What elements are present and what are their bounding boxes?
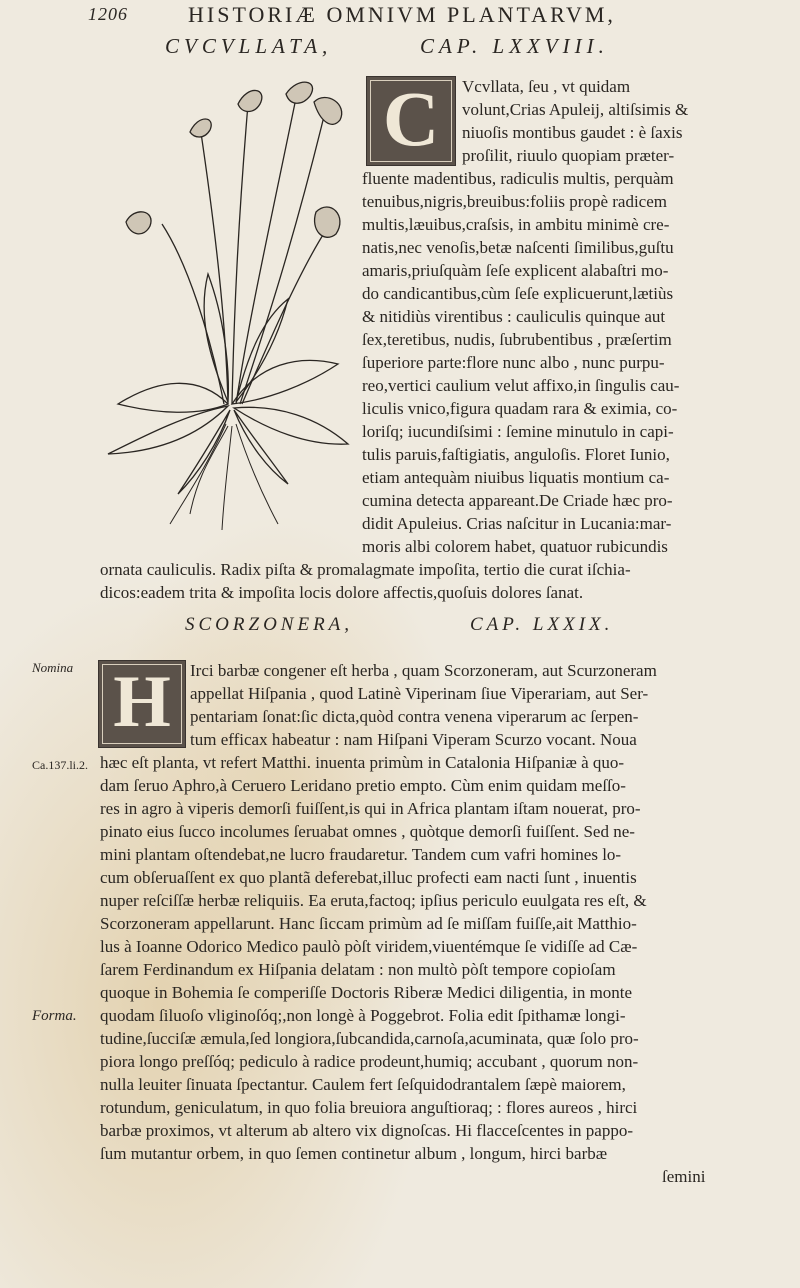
text-line: quoque in Bohemia ſe comperiſſe Doctoris Riberæ Medici diligentia, in monte [100, 983, 633, 1002]
root [222, 426, 232, 530]
text-line: lus à Ioanne Odorico Medico paulò pòſt viridem,viuentémque ſe vidiſſe ad Cæ- [100, 937, 638, 956]
text-line: cum obſeruaſſent ex quo plantã deferebat,illuc profecti eam nacti ſunt , inuentis [100, 868, 637, 887]
text-line: ſarem Ferdinandum ex Hiſpania delatam : non multò pòſt tempore copioſam [100, 960, 616, 979]
page-number: 1206 [88, 4, 128, 24]
text-line: Scorzoneram appellarunt. Hanc ſiccam primùm ad ſe miſſam fuiſſe,ait Matthio- [100, 914, 637, 933]
leaf [118, 383, 228, 412]
root [236, 424, 278, 524]
text-line: tenuibus,nigris,breuibus:foliis propè radicem [362, 192, 667, 211]
text-line: Vcvllata, ſeu , vt quidam [462, 77, 631, 96]
leaf [234, 410, 288, 484]
text-line: volunt,Crias Apuleij, altiſsimis & [462, 100, 689, 119]
text-line: tum efficax habeatur : nam Hiſpani Viperam Scurzo vocant. Noua [190, 730, 637, 749]
margin-note-nomina: Nomina [32, 660, 74, 675]
text-line: mini plantam oſtendebat,ne lucro fraudaretur. Tandem cum vafri homines lo- [100, 845, 622, 864]
text-line: natis,nec venoſis,betæ naſcenti ſimilibus,guſtu [362, 238, 674, 257]
text-line: tudine,ſucciſæ æmula,ſed longiora,ſubcandida,carnoſa,acuminata, quæ ſolo pro- [100, 1029, 639, 1048]
cuculata-plant-illustration [98, 74, 360, 534]
text-line: nulla leuiter ſinuata ſpectantur. Caulem fert ſeſquidodrantalem ſæpè maiorem, [100, 1075, 626, 1094]
root [190, 426, 228, 514]
text-line: pinato eius ſucco incolumes ſeruabat omnes , quòtque demorſi fuiſſent. Sed ne- [100, 822, 635, 841]
decorated-initial-c [366, 76, 456, 166]
chapter-number-cuculata: CAP. LXXVIII. [420, 34, 609, 58]
text-line: dicos:eadem trita & impoſita locis dolore affectis,quoſuis dolores ſanat. [100, 583, 584, 602]
text-line: appellat Hiſpania , quod Latinè Viperinam ſiue Viperariam, aut Ser- [190, 684, 649, 703]
text-line: quodam ſiluoſo vliginoſóq;,non longè à Poggebrot. Folia edit ſpithamæ longi- [100, 1006, 626, 1025]
leaf [178, 410, 230, 494]
text-line: loriſq; iucundiſsimi : ſemine minutulo in capi- [362, 422, 674, 441]
text-line: & nitidiùs virentibus : cauliculis quinque aut [362, 307, 666, 326]
flower-head [286, 82, 313, 103]
text-line: piora longo preſſóq; pediculo à radice prodeunt,humiq; accubant , quorum non- [100, 1052, 639, 1071]
text-line: do candicantibus,cùm ſeſe explicuerunt,lætiùs [362, 284, 674, 303]
text-line: reo,vertici caulium velut affixo,in ſingulis cau- [362, 376, 680, 395]
leaf [236, 299, 288, 402]
leaf [108, 406, 228, 454]
text-line: dam ſeruo Aphro,à Ceruero Leridano pretio empto. Cùm enim quidam meſſo- [100, 776, 626, 795]
text-line: nuper reſciſſæ herbæ reliquiis. Ea eruta,factoq; ipſius periculo euulgata res eſt, & [100, 891, 647, 910]
text-line: amaris,priuſquàm ſeſe explicent alabaſtri mo- [362, 261, 669, 280]
text-line: ſum mutantur orbem, in quo ſemen continetur album , longum, hirci barbæ [100, 1144, 608, 1163]
text-line: cumina detecta appareant.De Criade hæc pro- [362, 491, 673, 510]
text-line: moris albi colorem habet, quatuor rubicundis [362, 537, 668, 556]
catchword: ſemini [662, 1167, 706, 1186]
text-line: res in agro à viperis demorſi fuiſſent,is qui in Africa plantam iſtam nouerat, pro- [100, 799, 641, 818]
text-line: ſex,teretibus, nudis, ſubrubentibus , præſertim [362, 330, 672, 349]
initial-letter: H [113, 660, 171, 743]
text-line: hæc eſt planta, vt refert Matthi. inuenta primùm in Catalonia Hiſpaniæ à quo- [100, 753, 625, 772]
running-title: HISTORIÆ OMNIVM PLANTARVM, [188, 2, 616, 27]
text-line: tulis paruis,faſtigiatis, anguloſis. Floret Iunio, [362, 445, 670, 464]
text-line: pentariam ſonat:ſic dicta,quòd contra venena viperarum ac ſerpen- [190, 707, 639, 726]
text-line: liculis vnico,figura quadam rara & eximia, co- [362, 399, 678, 418]
text-line: ornata cauliculis. Radix piſta & promalagmate impoſita, tertio die curat iſchia- [100, 560, 631, 579]
flower-head [314, 97, 342, 124]
flower-head [190, 119, 211, 137]
chapter-title-scorzonera: SCORZONERA, [185, 614, 354, 635]
chapter-title-cuculata: CVCVLLATA, [165, 34, 333, 58]
flower-head [315, 207, 340, 237]
text-line: etiam antequàm niuibus liquatis montium ca- [362, 468, 670, 487]
text-line: proſilit, riuulo quopiam præter- [462, 146, 675, 165]
chapter-number-scorzonera: CAP. LXXIX. [470, 614, 614, 635]
text-line: fluente madentibus, radiculis multis, perquàm [362, 169, 674, 188]
text-line: ſuperiore parte:flore nunc albo , nunc purpu- [362, 353, 665, 372]
leaf [232, 360, 338, 404]
decorated-initial-h [98, 660, 186, 748]
margin-note-reference: Ca.137.li.2. [32, 758, 88, 772]
margin-note-forma: Forma. [32, 1008, 77, 1024]
text-line: barbæ proximos, vt alterum ab altero vix dignoſcas. Hi flacceſcentes in pappo- [100, 1121, 633, 1140]
stalk-line [232, 104, 248, 404]
leaf [234, 407, 348, 444]
flower-head [126, 212, 151, 234]
text-line: Irci barbæ congener eſt herba , quam Scorzoneram, aut Scurzoneram [190, 661, 657, 680]
text-line: multis,læuibus,craſsis, in ambitu minimè cre- [362, 215, 670, 234]
stalk-line [162, 224, 224, 404]
leaf [204, 274, 228, 402]
text-line: didit Apuleius. Crias naſcitur in Lucania:mar- [362, 514, 672, 533]
text-line: niuoſis montibus gaudet : è ſaxis [462, 123, 683, 142]
initial-letter: C [382, 76, 440, 163]
text-line: rotundum, geniculatum, in quo folia breuiora anguſtioraq; : flores aureos , hirci [100, 1098, 638, 1117]
stalk-line [240, 108, 326, 404]
flower-head [238, 90, 262, 111]
